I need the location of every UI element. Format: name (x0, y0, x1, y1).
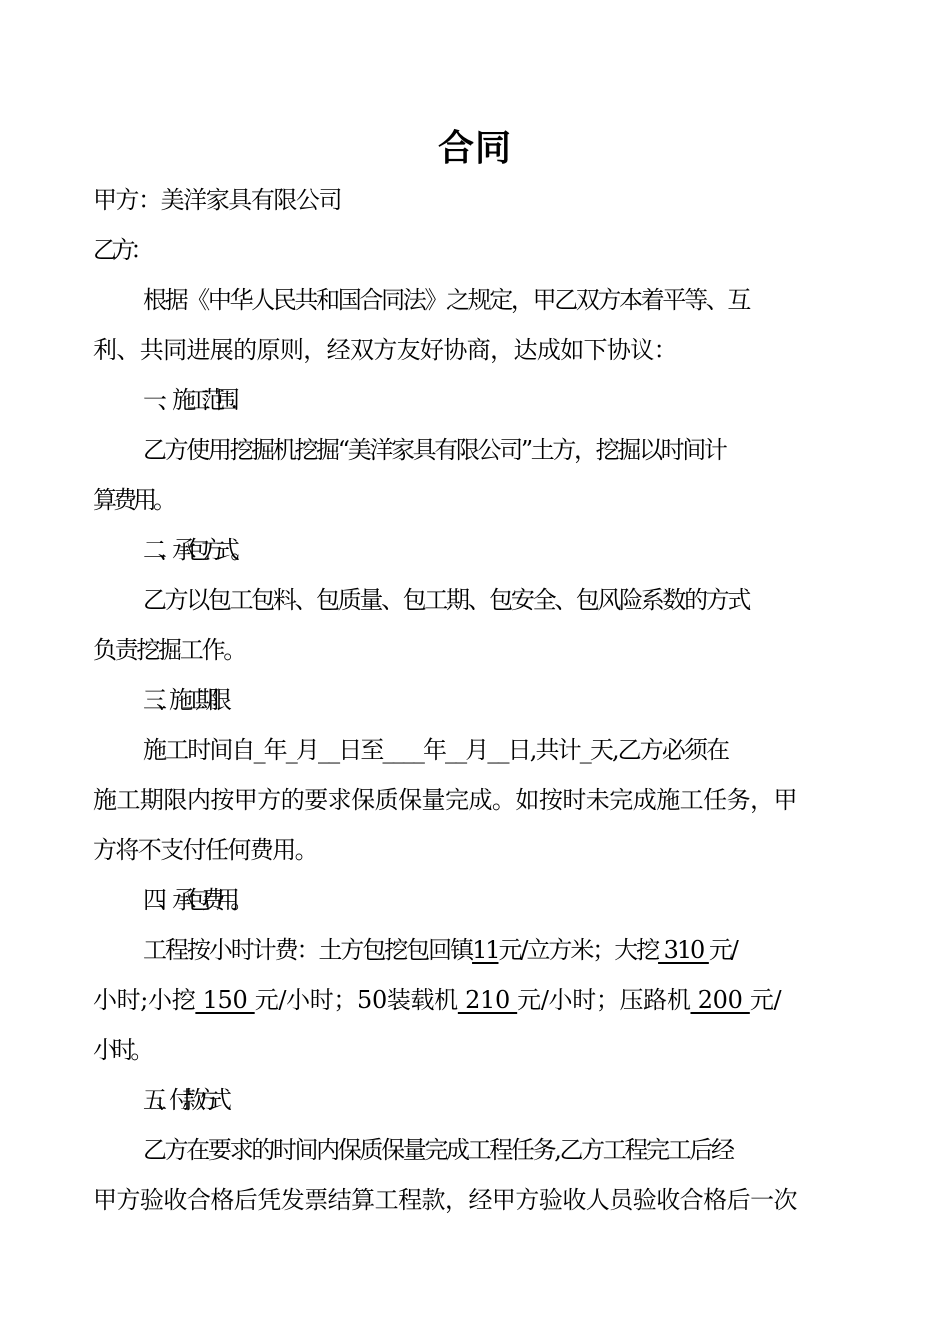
party-a: 甲方：美洋家具有限公司 (93, 186, 341, 214)
road-roller-rate-value: 200 (690, 986, 750, 1014)
fee-text: 小时;小挖 (93, 986, 196, 1014)
fee-text: 元/ (708, 936, 737, 964)
section-4-heading: 四、承包费用。 (143, 886, 245, 914)
section-3-line-2: 施工期限内按甲方的要求保质保量完成。如按时未完成施工任务，甲 (93, 786, 797, 814)
document-title: 合同 (437, 128, 512, 169)
large-excavator-rate-value: 310 (658, 936, 709, 964)
intro-line-1: 根据《中华人民共和国合同法》之规定，甲乙双方本着平等、互 (143, 286, 749, 314)
section-4-line-1 (143, 932, 923, 968)
fee-text: 工程按小时计费：土方包挖包回镇 (143, 936, 473, 964)
small-excavator-rate-value: 150 (195, 986, 255, 1014)
section-1-line-1: 乙方使用挖掘机挖掘“美洋家具有限公司”土方，挖掘以时间计 (143, 436, 726, 464)
section-4-line-3: 小时。 (93, 1036, 149, 1064)
section-1-heading: 一、施工范围. (143, 386, 229, 414)
section-3-line-3: 方将不支付任何费用。 (93, 836, 317, 864)
section-2-line-2: 负责挖掘工作。 (93, 636, 245, 664)
earthwork-rate-value: 11 (472, 936, 499, 964)
section-5-line-1: 乙方在要求的时间内保质保量完成工程任务,乙方工程完工后经 (143, 1136, 733, 1164)
party-b: 乙方： (93, 236, 149, 264)
fee-text: 元/小时；50装载机 (254, 986, 458, 1014)
fee-text: 元/小时；压路机 (517, 986, 691, 1014)
section-1-line-2: 算费用。 (93, 486, 173, 514)
intro-line-2: 利、共同进展的原则，经双方友好协商，达成如下协议： (93, 336, 677, 364)
section-4-line-2 (93, 982, 873, 1018)
section-3-heading: 三、施工期限 (143, 686, 221, 714)
section-5-heading: 五、付款方式 (143, 1086, 221, 1114)
fee-text: 元/ (749, 986, 782, 1014)
fee-text: 元/立方米；大挖 (498, 936, 659, 964)
loader-rate-value: 210 (457, 986, 518, 1014)
section-2-line-1: 乙方以包工包料、包质量、包工期、包安全、包风险系数的方式 (143, 586, 749, 614)
section-2-heading: 二、承包方式。 (143, 536, 245, 564)
section-3-line-1: 施工时间自_年_月__日至____年__月__日,共计_天,乙方必须在 (143, 736, 729, 764)
section-5-line-2: 甲方验收合格后凭发票结算工程款，经甲方验收人员验收合格后一次 (93, 1186, 797, 1214)
